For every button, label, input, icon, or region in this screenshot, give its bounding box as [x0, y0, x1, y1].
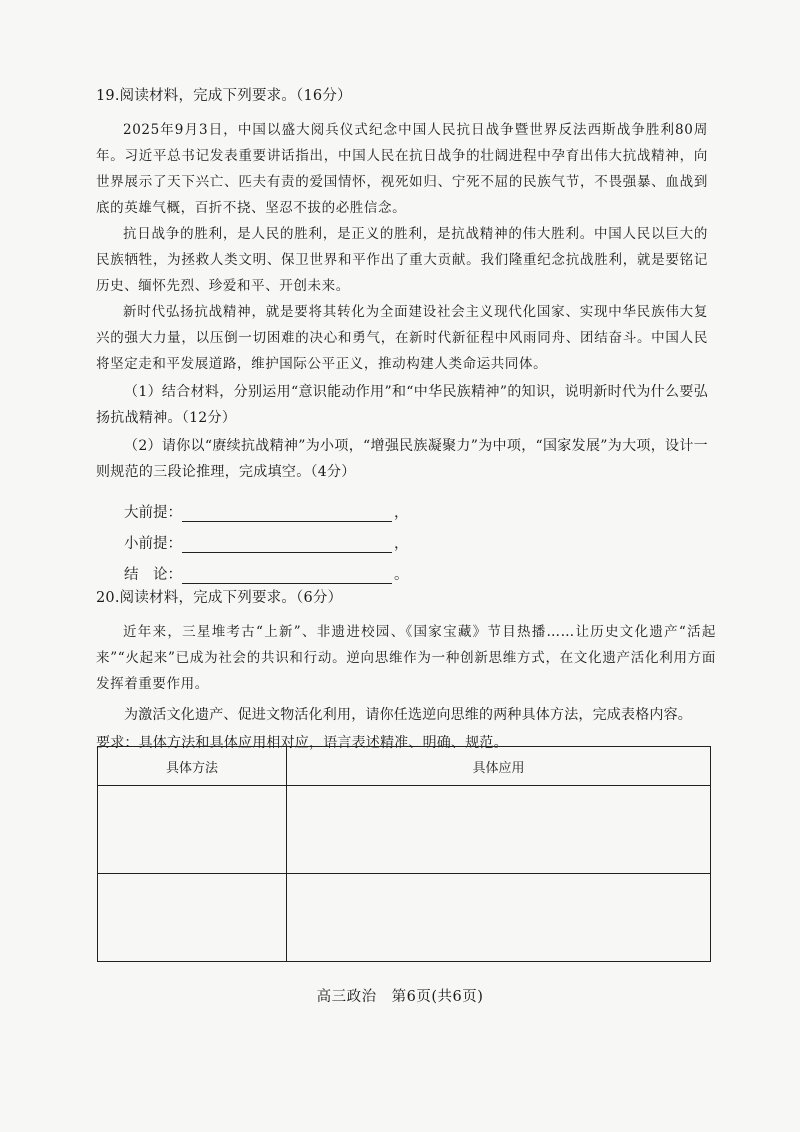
method-cell-1[interactable] — [98, 786, 287, 874]
question-20 — [96, 586, 716, 757]
question-19-material-p2: 抗日战争的胜利，是人民的胜利，是正义的胜利，是抗战精神的伟大胜利。中国人民以巨大的民族牺牲，为拯救人类文明、保卫世界和平作出了重大贡献。我们隆重纪念抗战胜利，就是要铭记历史、缅怀先烈、珍爱和平、开创未来。 — [96, 226, 708, 294]
conclusion-label: 结 论： — [124, 567, 182, 583]
syllogism-blanks — [96, 491, 708, 584]
conclusion-row — [124, 553, 708, 584]
application-cell-2[interactable] — [287, 874, 711, 962]
major-premise-blank[interactable] — [182, 503, 392, 522]
answer-table-row — [98, 874, 711, 962]
question-20-requirement: 要求：具体方法和具体应用相对应，语言表述精准、明确、规范。 — [96, 735, 508, 751]
answer-table-row — [98, 786, 711, 874]
application-cell-1[interactable] — [287, 786, 711, 874]
method-cell-2[interactable] — [98, 874, 287, 962]
question-19 — [96, 84, 708, 584]
question-20-title: 20.阅读材料，完成下列要求。（6分） — [96, 590, 343, 606]
question-20-material: 近年来，三星堆考古“上新”、非遗进校园、《国家宝藏》节目热播……让历史文化遗产“活起来”“火起来”已成为社会的共识和行动。逆向思维作为一种创新思维方式，在文化遗产活化利用方面发挥着重要作用。 — [96, 624, 716, 692]
header-method: 具体方法 — [98, 747, 287, 786]
question-19-title: 19.阅读材料，完成下列要求。（16分） — [96, 88, 352, 104]
conclusion-blank[interactable] — [182, 565, 392, 584]
question-19-sub2: （2）请你以“赓续抗战精神”为小项，“增强民族凝聚力”为中项，“国家发展”为大项，设计一则规范的三段论推理，完成填空。（4分） — [96, 438, 708, 480]
minor-premise-blank[interactable] — [182, 534, 392, 553]
minor-premise-row — [124, 522, 708, 553]
major-premise-punct: ， — [394, 505, 409, 521]
question-20-instruction: 为激活文化遗产、促进文物活化利用，请你任选逆向思维的两种具体方法，完成表格内容。 — [124, 707, 692, 723]
question-19-material-p3: 新时代弘扬抗战精神，就是要将其转化为全面建设社会主义现代化国家、实现中华民族伟大复兴的强大力量，以压倒一切困难的决心和勇气，在新时代新征程中风雨同舟、团结奋斗。中国人民将坚定走和平发展道路，维护国际公平正义，推动构建人类命运共同体。 — [96, 304, 708, 372]
question-19-material-p1: 2025年9月3日，中国以盛大阅兵仪式纪念中国人民抗日战争暨世界反法西斯战争胜利80周年。习近平总书记发表重要讲话指出，中国人民在抗日战争的壮阔进程中孕育出伟大抗战精神，向世界展示了天下兴亡、匹夫有责的爱国情怀，视死如归、宁死不屈的民族气节，不畏强暴、血战到底的英雄气概，百折不挠、坚忍不拔的必胜信念。 — [96, 122, 708, 216]
major-premise-row — [124, 491, 708, 522]
page-footer: 高三政治 第6页(共6页) — [316, 989, 484, 1005]
answer-table — [97, 746, 711, 962]
header-application: 具体应用 — [287, 747, 711, 786]
minor-premise-punct: ， — [394, 536, 409, 552]
minor-premise-label: 小前提： — [124, 536, 182, 552]
conclusion-punct: 。 — [394, 567, 409, 583]
question-19-sub1: （1）结合材料，分别运用“意识能动作用”和“中华民族精神”的知识，说明新时代为什么要弘扬抗战精神。（12分） — [96, 384, 708, 426]
major-premise-label: 大前提： — [124, 505, 182, 521]
answer-table-header-row — [98, 747, 711, 786]
